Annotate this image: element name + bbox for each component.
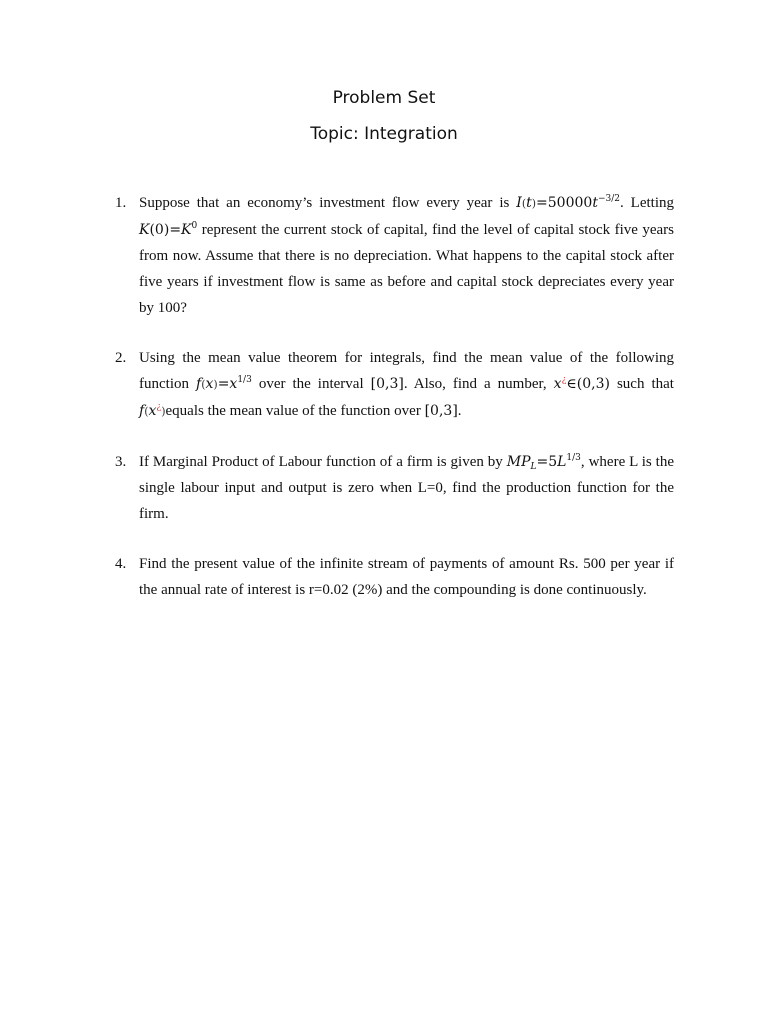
problem-list <box>113 190 674 627</box>
problem-number: 2. <box>115 350 127 366</box>
math-exponent: 1/3 <box>237 375 252 385</box>
problem-text: Using the mean value theorem for integrals, find the mean value of the following function <box>139 350 674 392</box>
problem-number: 1. <box>115 195 127 211</box>
problem-text: Find the present value of the infinite stream of payments of amount Rs. 500 per year if the annual rate of interest is r=0.02 (2%) and the compounding is done continuously. <box>139 556 674 598</box>
math-symbol: L <box>557 454 567 470</box>
math-symbol: f <box>139 403 145 419</box>
problem-text: , where L is the single labour input and output is zero when L=0, find the production function for the firm. <box>139 454 674 522</box>
math-subscript: L <box>530 462 537 472</box>
problem-item <box>113 190 674 321</box>
problem-item <box>113 551 674 603</box>
math-placeholder-mark: ¿ <box>561 375 567 385</box>
problem-item <box>113 345 674 425</box>
math-symbol: f <box>196 376 202 392</box>
math-symbol: = <box>169 222 182 238</box>
math-interval: [0,3] <box>370 376 404 392</box>
math-initial-capital <box>139 222 197 238</box>
problem-text: such that <box>609 376 674 392</box>
problem-text: . Also, find a number, <box>403 376 554 392</box>
math-function: $f(x)=x^{1/3}$ <box>196 375 252 392</box>
math-symbol: =50000 <box>536 195 593 211</box>
math-symbol: I <box>516 195 522 211</box>
math-placeholder-mark: ¿ <box>156 402 162 412</box>
problem-item <box>113 449 674 527</box>
document-topic: Topic: Integration <box>310 124 458 144</box>
math-symbol: K <box>181 222 192 238</box>
document-title: Problem Set <box>332 88 436 108</box>
math-function-at-point: f(x¿) <box>139 402 166 419</box>
math-exponent: −3/2 <box>597 194 620 204</box>
problem-text: equals the mean value of the function over <box>165 403 425 419</box>
problem-number: 3. <box>115 454 127 470</box>
problem-text: represent the current stock of capital, find the level of capital stock five years from now. Assume that there is no depreciation. What happens to the capital stock after five years if investment flow is same as before and capital stock depreciates every year by 100? <box>139 222 674 316</box>
math-exponent: 0 <box>191 221 198 231</box>
math-symbol: MP <box>506 454 531 470</box>
problem-text: Suppose that an economy’s investment flow every year is <box>139 195 517 211</box>
math-symbol: = <box>217 376 230 392</box>
math-symbol: =5 <box>536 454 558 470</box>
math-symbol: x <box>148 403 157 419</box>
math-membership <box>554 376 610 392</box>
problem-text: over the interval <box>251 376 371 392</box>
math-symbol: (0) <box>149 222 170 238</box>
problem-text: . <box>457 403 462 419</box>
math-interval: (0,3) <box>576 376 610 392</box>
problem-number: 4. <box>115 556 127 572</box>
math-interval: [0,3] <box>424 403 458 419</box>
math-symbol: K <box>139 222 150 238</box>
problem-text: If Marginal Product of Labour function of a firm is given by <box>139 454 507 470</box>
math-symbol: x <box>229 376 238 392</box>
math-symbol: x <box>205 376 214 392</box>
math-symbol: t <box>592 195 598 211</box>
math-exponent: 1/3 <box>566 453 581 463</box>
math-marginal-product <box>507 454 581 470</box>
math-symbol: t <box>526 195 532 211</box>
math-symbol: x <box>553 376 562 392</box>
math-investment-flow: $I(t)=50000t^{-3/2}$ <box>516 194 620 211</box>
math-symbol: ∈ <box>566 376 577 392</box>
problem-text: . Letting <box>620 195 675 211</box>
